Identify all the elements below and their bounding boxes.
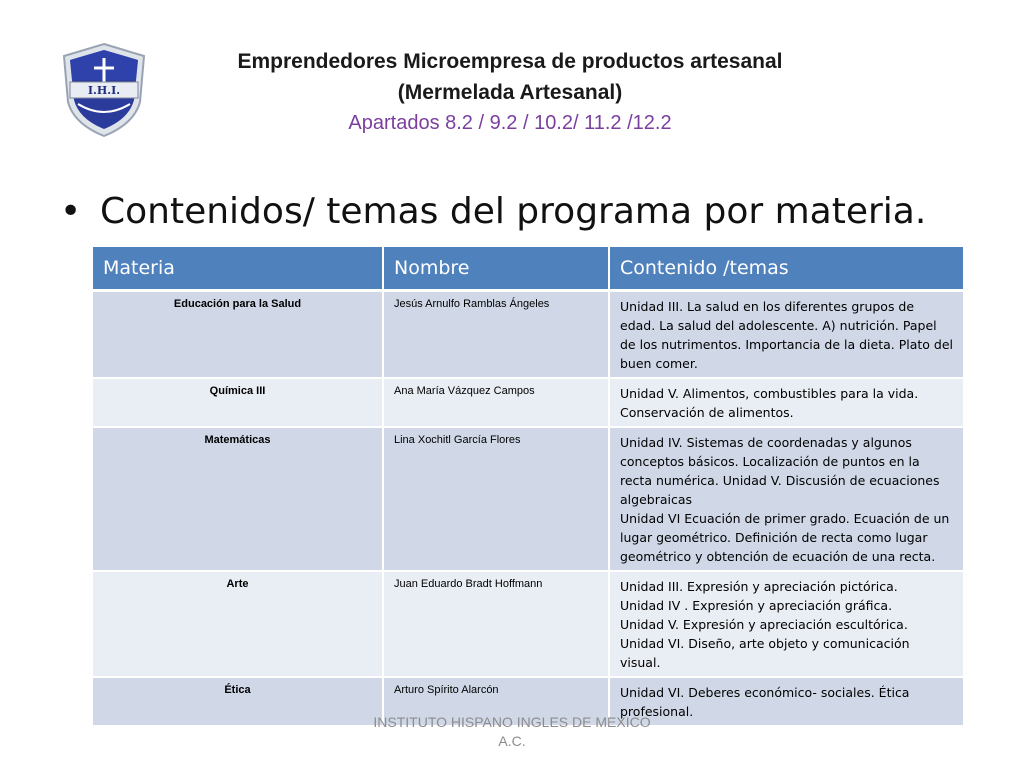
cell-materia: Educación para la Salud: [93, 291, 383, 379]
bullet-text: Contenidos/ temas del programa por materia.: [100, 191, 927, 232]
table-row: [93, 427, 964, 571]
bullet-icon: •: [60, 191, 82, 232]
cell-nombre: Juan Eduardo Bradt Hoffmann: [383, 571, 609, 677]
cell-nombre: Lina Xochitl García Flores: [383, 427, 609, 571]
table-header-row: [93, 247, 964, 291]
shield-icon: [56, 40, 152, 140]
slide-title-block: [160, 46, 860, 138]
cell-materia: Química III: [93, 378, 383, 427]
school-logo: [56, 40, 152, 140]
table-row: [93, 378, 964, 427]
cell-contenido: Unidad III. La salud en los diferentes grupos de edad. La salud del adolescente. A) nutrición. Papel de los nutrimentos. Importancia de la dieta. Plato del buen comer.: [609, 291, 964, 379]
cell-nombre: Arturo Spírito Alarcón: [383, 677, 609, 726]
cell-materia: Arte: [93, 571, 383, 677]
column-header-nombre: Nombre: [383, 247, 609, 291]
slide-title-line-1: Emprendedores Microempresa de productos artesanal: [237, 50, 783, 73]
cell-contenido: Unidad V. Alimentos, combustibles para la vida. Conservación de alimentos.: [609, 378, 964, 427]
cell-nombre: Jesús Arnulfo Ramblas Ángeles: [383, 291, 609, 379]
cell-materia: Ética: [93, 677, 383, 726]
slide-subtitle: Apartados 8.2 / 9.2 / 10.2/ 11.2 /12.2: [348, 112, 672, 134]
cell-contenido: Unidad III. Expresión y apreciación pictórica. Unidad IV . Expresión y apreciación gráfica. Unidad V. Expresión y apreciación escultórica. Unidad VI. Diseño, arte objeto y comunicación visual.: [609, 571, 964, 677]
cell-contenido: Unidad VI. Deberes económico- sociales. Ética profesional.: [609, 677, 964, 726]
table-row: [93, 571, 964, 677]
content-table: [93, 247, 965, 727]
logo-text: I.H.I.: [87, 84, 121, 97]
bullet-heading: [60, 186, 926, 238]
slide-title-line-2: (Mermelada Artesanal): [397, 81, 623, 104]
column-header-contenido: Contenido /temas: [609, 247, 964, 291]
column-header-materia: Materia: [93, 247, 383, 291]
slide-footer: [340, 713, 684, 751]
cell-nombre: Ana María Vázquez Campos: [383, 378, 609, 427]
cell-contenido: Unidad IV. Sistemas de coordenadas y algunos conceptos básicos. Localización de puntos en la recta numérica. Unidad V. Discusión de ecuaciones algebraicas Unidad VI Ecuación de primer grado. Ecuación de un lugar geométrico. Definición de recta como lugar geométrico y obtención de ecuación de una recta.: [609, 427, 964, 571]
footer-line-1: INSTITUTO HISPANO INGLES DE MEXICO: [373, 714, 651, 730]
cell-materia: Matemáticas: [93, 427, 383, 571]
footer-line-2: A.C.: [498, 733, 526, 749]
table-row: [93, 291, 964, 379]
